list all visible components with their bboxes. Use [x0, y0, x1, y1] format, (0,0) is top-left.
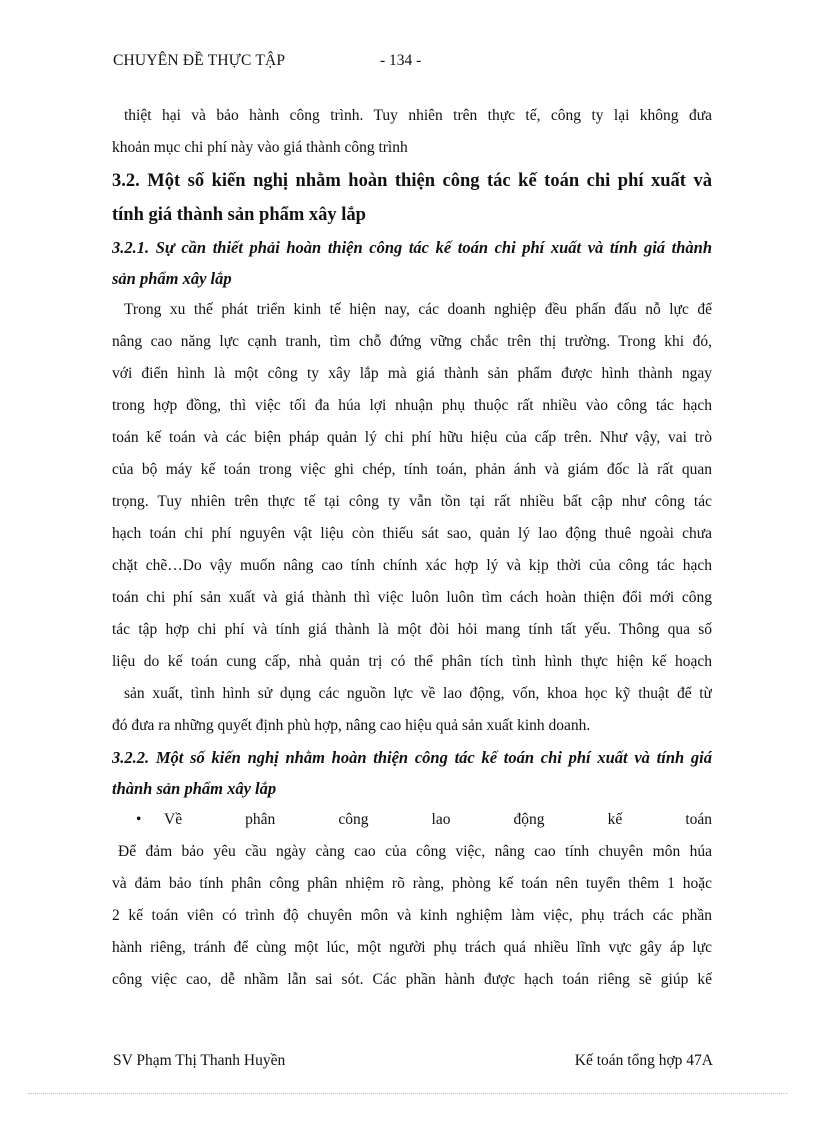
text-line: trong hợp đồng, thì việc tối đa húa lợi nhuận phụ thuộc rất nhiều vào công tác hạch	[112, 397, 712, 414]
bullet-text	[112, 804, 712, 836]
text-line: với điển hình là một công ty xây lắp mà giá thành sản phẩm được hình thành ngay	[112, 365, 712, 382]
page-header	[113, 52, 713, 74]
bullet-item	[112, 804, 712, 836]
heading-line: tính giá thành sản phẩm xây lắp	[112, 205, 366, 225]
text-line: và đảm bảo tính phân công phân nhiệm rõ ràng, phòng kế toán nên tuyển thêm 1 hoặc	[112, 875, 712, 892]
bullet-word: công	[338, 811, 369, 828]
text-line: đó đưa ra những quyết định phù hợp, nâng cao hiệu quả sản xuất kinh doanh.	[112, 717, 591, 734]
text-line: liệu do kế toán cung cấp, nhà quản trị có thể phân tích tình hình thực hiện kế hoạch	[112, 653, 712, 670]
section-heading-3-2	[112, 164, 712, 232]
paragraph-necessity	[112, 294, 712, 742]
text-line: toán chi phí sản xuất và giá thành thì việc luôn luôn tìm cách hoàn thiện đổi mới công	[112, 589, 712, 606]
page-footer	[113, 1052, 713, 1074]
heading-line: 3.2. Một số kiến nghị nhằm hoàn thiện công tác kế toán chi phí xuất và	[112, 171, 712, 191]
bullet-word: Về	[164, 811, 183, 828]
text-line: hành riêng, tránh để cùng một lúc, một người phụ trách quá nhiều lĩnh vực gây áp lực	[112, 939, 712, 956]
text-line: 2 kế toán viên có trình độ chuyên môn và kinh nghiệm làm việc, phụ trách các phần	[112, 907, 712, 924]
header-title: CHUYÊN ĐỀ THỰC TẬP	[113, 52, 286, 69]
text-line: sản xuất, tình hình sử dụng các nguồn lực về lao động, vốn, khoa học kỹ thuật để từ	[124, 685, 712, 702]
text-line: của bộ máy kế toán trong việc ghi chép, tính toán, phản ánh và giám đốc là rất quan	[112, 461, 712, 478]
subsection-heading-3-2-1	[112, 232, 712, 294]
subsection-heading-3-2-2	[112, 742, 712, 804]
bullet-word: phân	[245, 811, 276, 828]
bullet-word: động	[513, 811, 545, 828]
bullet-icon: •	[136, 811, 142, 828]
bullet-word: lao	[431, 811, 451, 828]
text-line: Trong xu thế phát triển kinh tế hiện nay, các doanh nghiệp đều phấn đấu nỗ lực để	[124, 301, 712, 318]
text-line: khoản mục chi phí này vào giá thành công trình	[112, 139, 408, 156]
text-line: toán kế toán và các biện pháp quản lý chi phí hữu hiệu của cấp trên. Như vậy, vai trò	[112, 429, 712, 446]
paragraph-staffing	[112, 836, 712, 996]
page-number: - 134 -	[380, 52, 422, 69]
document-body	[112, 100, 712, 996]
text-line: Để đảm bảo yêu cầu ngày càng cao của công việc, nâng cao tính chuyên môn húa	[118, 843, 712, 860]
intro-paragraph	[112, 100, 712, 164]
footer-author: SV Phạm Thị Thanh Huyền	[113, 1052, 286, 1069]
text-line: thiệt hại và bảo hành công trình. Tuy nhiên trên thực tế, công ty lại không đưa	[124, 107, 712, 124]
text-line: hạch toán chi phí nguyên vật liệu còn thiếu sát sao, quản lý lao động thuê ngoài chưa	[112, 525, 712, 542]
bullet-word: kế	[607, 811, 623, 828]
text-line: trọng. Tuy nhiên trên thực tế tại công ty vẫn tồn tại rất nhiều bất cập như công tác	[112, 493, 712, 510]
heading-line: 3.2.2. Một số kiến nghị nhằm hoàn thiện công tác kế toán chi phí xuất và tính giá	[112, 748, 712, 767]
text-line: nâng cao năng lực cạnh tranh, tìm chỗ đứng vững chắc trên thị trường. Trong khi đó,	[112, 333, 712, 350]
text-line: tác tập hợp chi phí và tính giá thành là một đòi hỏi mang tính tất yếu. Thông qua số	[112, 621, 712, 638]
text-line: công việc cao, dễ nhầm lẫn sai sót. Các phần hành được hạch toán riêng sẽ giúp kế	[112, 971, 712, 988]
heading-line: thành sản phẩm xây lắp	[112, 779, 277, 798]
heading-line: 3.2.1. Sự cần thiết phải hoàn thiện công tác kế toán chi phí xuất và tính giá thành	[112, 238, 712, 257]
bullet-word: toán	[685, 811, 712, 828]
footer-class: Kế toán tổng hợp 47A	[574, 1052, 713, 1069]
text-line: chặt chẽ…Do vậy muốn nâng cao tính chính xác hợp lý và kịp thời của công tác hạch	[112, 557, 712, 574]
page-bottom-divider	[28, 1093, 788, 1094]
heading-line: sản phẩm xây lắp	[112, 269, 232, 288]
